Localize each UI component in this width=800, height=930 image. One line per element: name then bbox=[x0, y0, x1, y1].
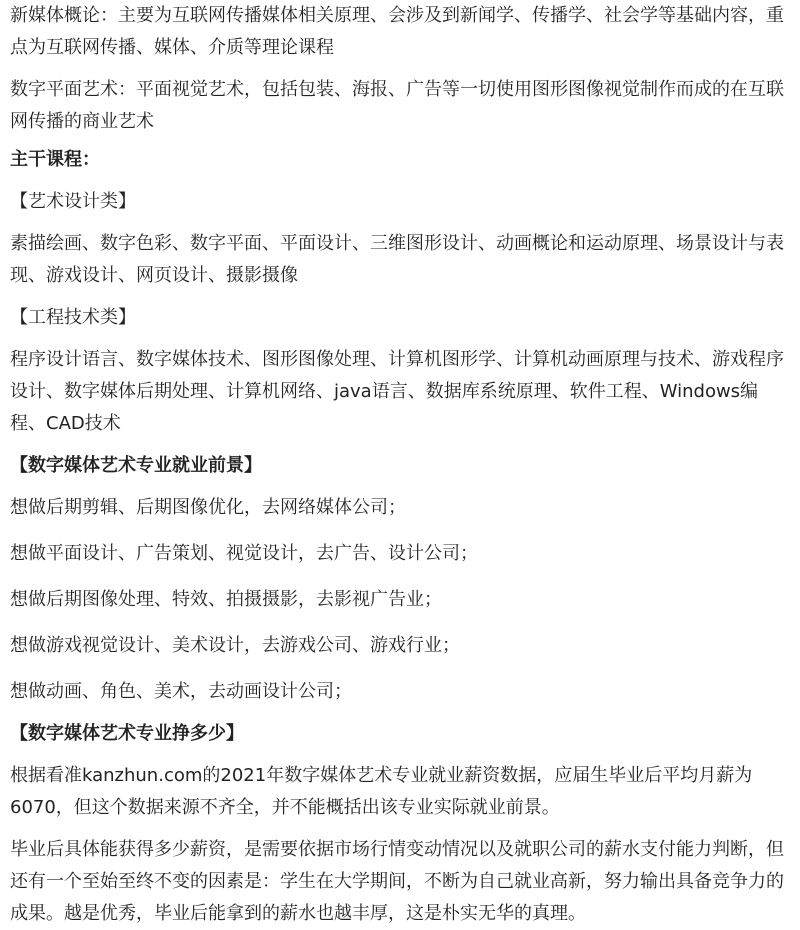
prospect-item-5: 想做动画、角色、美术，去动画设计公司； bbox=[10, 681, 352, 702]
heading-main-courses: 主干课程： bbox=[10, 149, 100, 170]
paragraph-salary-factors: 毕业后具体能获得多少薪资，是需要依据市场行情变动情况以及就职公司的薪水支付能力判断，但还有一个至始至终不变的因素是：学生在大学期间，不断为自己就业高新，努力输出具备竞争力的成果。越是优秀，毕业后能拿到的薪水也越丰厚，这是朴实无华的真理。 bbox=[10, 839, 784, 924]
paragraph-new-media-intro: 新媒体概论：主要为互联网传播媒体相关原理、会涉及到新闻学、传播学、社会学等基础内容，重点为互联网传播、媒体、介质等理论课程 bbox=[10, 5, 784, 58]
paragraph-art-design-courses: 素描绘画、数字色彩、数字平面、平面设计、三维图形设计、动画概论和运动原理、场景设计与表现、游戏设计、网页设计、摄影摄像 bbox=[10, 233, 784, 286]
heading-salary: 【数字媒体艺术专业挣多少】 bbox=[10, 723, 244, 744]
paragraph-digital-graphic-art: 数字平面艺术：平面视觉艺术，包括包装、海报、广告等一切使用图形图像视觉制作而成的在互联网传播的商业艺术 bbox=[10, 79, 784, 132]
prospect-item-2: 想做平面设计、广告策划、视觉设计，去广告、设计公司； bbox=[10, 543, 478, 564]
paragraph-salary-data: 根据看准kanzhun.com的2021年数字媒体艺术专业就业薪资数据，应届生毕业后平均月薪为6070，但这个数据来源不齐全，并不能概括出该专业实际就业前景。 bbox=[10, 765, 753, 818]
paragraph-engineering-courses: 程序设计语言、数字媒体技术、图形图像处理、计算机图形学、计算机动画原理与技术、游戏程序设计、数字媒体后期处理、计算机网络、java语言、数据库系统原理、软件工程、Windows编程、CAD技术 bbox=[10, 349, 784, 434]
heading-employment-prospects: 【数字媒体艺术专业就业前景】 bbox=[10, 455, 262, 476]
heading-engineering: 【工程技术类】 bbox=[10, 307, 136, 328]
prospect-item-1: 想做后期剪辑、后期图像优化，去网络媒体公司； bbox=[10, 497, 406, 518]
heading-art-design: 【艺术设计类】 bbox=[10, 191, 136, 212]
prospect-item-4: 想做游戏视觉设计、美术设计，去游戏公司、游戏行业； bbox=[10, 635, 460, 656]
prospect-item-3: 想做后期图像处理、特效、拍摄摄影，去影视广告业； bbox=[10, 589, 442, 610]
